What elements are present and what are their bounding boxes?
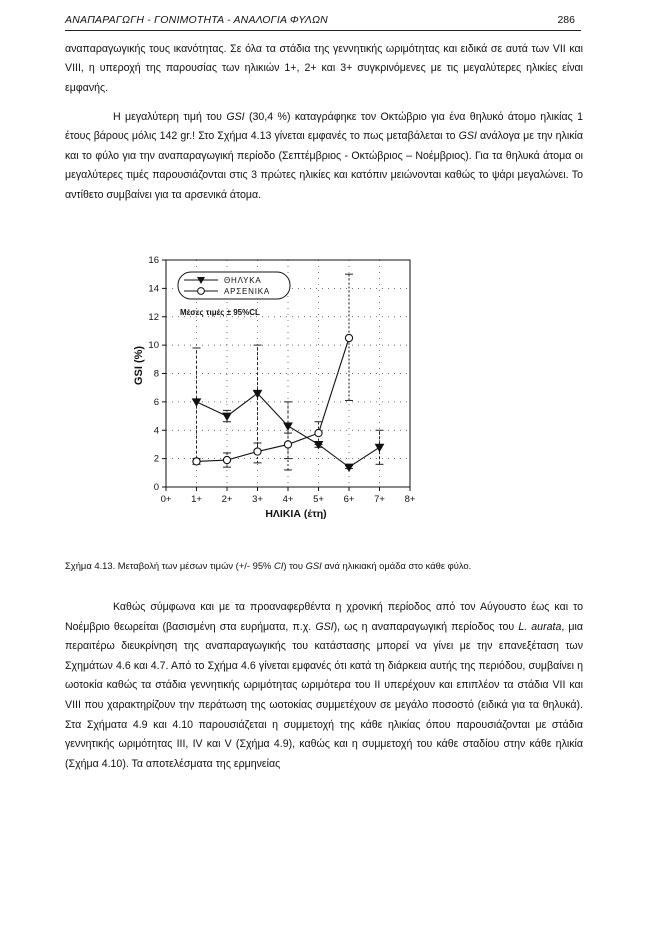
page-number: 286 — [557, 14, 575, 26]
y-tick-label: 10 — [148, 340, 159, 352]
x-tick-label: 5+ — [313, 494, 324, 505]
x-tick-label: 2+ — [221, 494, 233, 505]
male-point — [254, 448, 261, 455]
paragraph-2: Η μεγαλύτερη τιμή του GSI (30,4 %) καταγράφηκε τον Οκτώβριο για ένα θηλυκό άτομο ηλικίας 1 έτους βάρους μόλις 142 gr.! Στο Σχήμα 4.13 γίνεται εμφανές το πως μεταβάλεται το GSI ανάλογα με την ηλικία και το φύλο για την αναπαραγωγική περίοδο (Σεπτέμβριος - Οκτώβριος – Νοέμβριος). Για τα θηλυκά άτομα οι μεγαλύτερες τιμές παρουσιάζονται στις 3 πρώτες ηλικίες και κατόπιν μειώνονται καθώς το ψάρι μεγαλώνει. Το αντίθετο συμβαίνει για τα αρσενικά άτομα. — [65, 111, 583, 201]
legend-marker-male — [198, 288, 205, 295]
y-tick-label: 2 — [153, 453, 159, 465]
x-tick-label: 1+ — [191, 494, 202, 505]
x-tick-label: 8+ — [404, 494, 416, 505]
y-tick-label: 6 — [153, 396, 159, 408]
male-point — [223, 456, 230, 463]
female-point — [284, 423, 292, 430]
male-point — [345, 334, 352, 341]
male-point — [193, 458, 200, 465]
page-header — [65, 12, 581, 31]
female-point — [193, 399, 201, 406]
series-line-male — [197, 338, 350, 461]
running-title: ΑΝΑΠΑΡΑΓΩΓΗ - ΓΟΝΙΜΟΤΗΤΑ - ΑΝΑΛΟΓΙΑ ΦΥΛΩΝ — [65, 14, 328, 26]
x-tick-label: 0+ — [160, 494, 172, 505]
x-axis-title: ΗΛΙΚΙΑ (έτη) — [265, 508, 327, 520]
y-tick-label: 0 — [153, 482, 159, 493]
y-tick-label: 14 — [148, 283, 159, 295]
x-tick-label: 6+ — [343, 494, 355, 505]
chart-legend — [178, 272, 290, 299]
gsi-age-chart — [130, 250, 430, 530]
y-tick-label: 8 — [153, 368, 159, 380]
female-point — [223, 413, 231, 420]
x-tick-label: 4+ — [282, 494, 294, 505]
male-point — [284, 441, 291, 448]
y-tick-label: 4 — [153, 425, 159, 437]
paragraph-1: αναπαραγωγικής τους ικανότητας. Σε όλα τα στάδια της γεννητικής ωριμότητας και ειδικά σε αυτά των VII και VIII, η υπεροχή της παρουσίας των ηλικιών 1+, 2+ και 3+ συγκρινόμενες με τις μεγαλύτερες ηλικίες είναι εμφανής. — [65, 43, 583, 94]
female-point — [376, 444, 384, 451]
legend-label-female: ΘΗΛΥΚΑ — [224, 276, 262, 285]
female-point — [345, 464, 353, 471]
y-tick-label: 16 — [148, 255, 159, 266]
chart-annotation: Μέσες τιμές ± 95%CL — [180, 308, 260, 317]
y-tick-label: 12 — [148, 311, 159, 323]
x-tick-label: 3+ — [252, 494, 263, 505]
y-axis-title: GSI (%) — [133, 345, 145, 386]
figure-caption: Σχήμα 4.13. Μεταβολή των μέσων τιμών (+/- 95% CI) του GSI ανά ηλικιακή ομάδα στο κάθε φύλο. — [65, 560, 472, 571]
paragraph-3: Καθώς σύμφωνα και με τα προαναφερθέντα η χρονική περίοδος από τον Αύγουστο έως και το Νοέμβριο θεωρείται (βασισμένη στα ευρήματα, π.χ. GSI), ως η αναπαραγωγική περίοδος του L. aurata, μια περαιτέρω διευκρίνηση της αναπαραγωγικής του κατάστασης μπορεί να γίνει με την επανεξέταση των Σχημάτων 4.6 και 4.7. Από το Σχήμα 4.6 γίνεται εμφανές ότι κατά τη διάρκεια αυτής της περιόδου, συμβαίνει η ωοτοκία καθώς τα στάδια γεννητικής ωριμότητας ωριμότερα του ΙΙ υπερέχουν και επιπλέον τα στάδια VII και VIII που χαρακτηρίζουν την περάτωση της ωοτοκίας συμμετέχουν σε μεγάλο ποσοστό (ειδικά για τα θηλυκά). Στα Σχήματα 4.9 και 4.10 παρουσιάζεται η συμμετοχή της κάθε ηλικίας όπου παρουσιάζονται με στάδια γεννητικής ωριμότητας ΙΙΙ, IV και V (Σχήμα 4.9), καθώς και η συμμετοχή του κάθε σταδίου στην κάθε ηλικία (Σχήμα 4.10). Τα αποτελέσματα της ερμηνείας — [65, 601, 583, 770]
legend-label-male: ΑΡΣΕΝΙΚΑ — [224, 287, 271, 296]
x-tick-label: 7+ — [374, 494, 385, 505]
male-point — [315, 429, 322, 436]
